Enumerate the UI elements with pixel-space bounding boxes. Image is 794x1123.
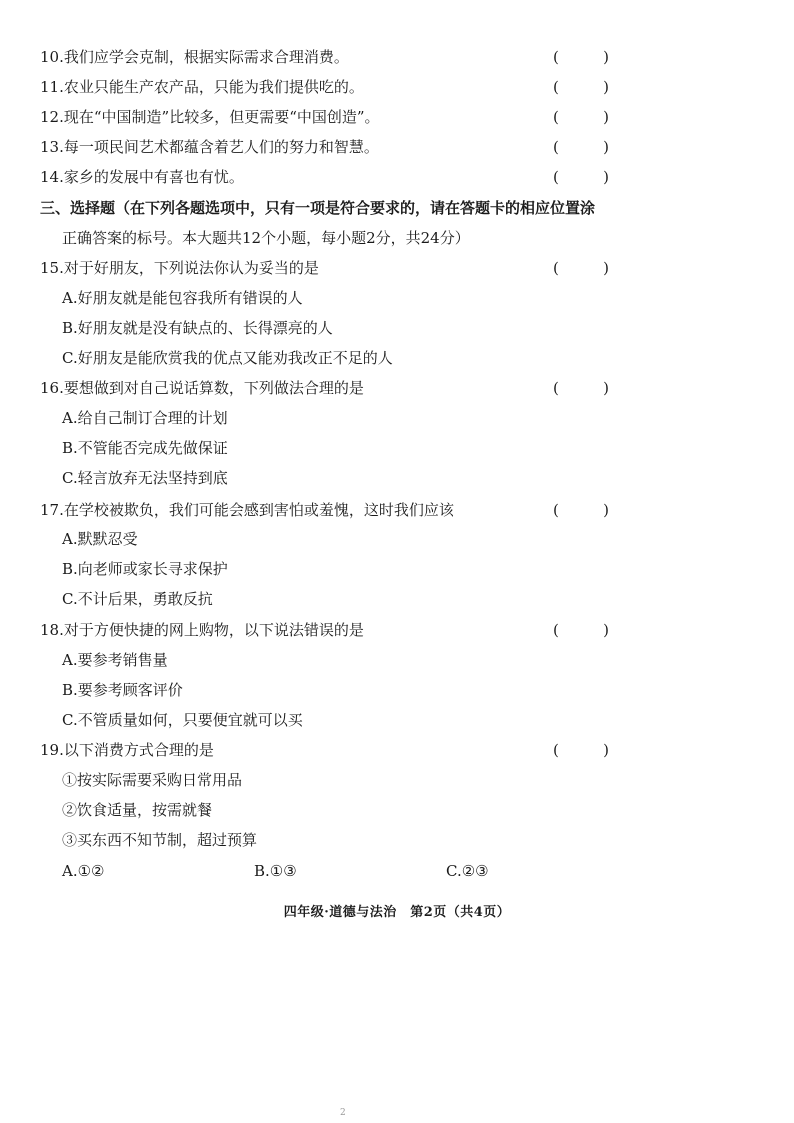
statement-19-2: ②饮食适量，按需就餐 [62,801,213,819]
option-15-b: B.好朋友就是没有缺点的、长得漂亮的人 [62,319,333,337]
paren-close: ) [603,501,609,519]
answer-paren [553,258,609,278]
answer-paren [553,167,609,187]
option-18-c: C.不管质量如何，只要便宜就可以买 [62,711,303,729]
statement-19-1: ①按实际需要采购日常用品 [62,771,243,789]
option-17-b: B.向老师或家长寻求保护 [62,560,228,578]
answer-paren [553,740,609,760]
paren-close: ) [603,621,609,639]
question-19-stem: 19.以下消费方式合理的是 [40,741,214,759]
option-16-a: A.给自己制订合理的计划 [62,409,228,427]
choice-19-b: B.①③ [254,862,297,880]
paren-open: ( [553,168,559,186]
statement-19-3: ③买东西不知节制，超过预算 [62,831,258,849]
paren-close: ) [603,259,609,277]
paren-close: ) [603,78,609,96]
paren-open: ( [553,379,559,397]
answer-paren [553,500,609,520]
paren-open: ( [553,108,559,126]
tf-item-11: 11.农业只能生产农产品，只能为我们提供吃的。 [40,78,364,96]
section-3-title-cont: 正确答案的标号。本大题共12个小题，每小题2分，共24分） [62,229,470,247]
option-16-b: B.不管能否完成先做保证 [62,439,228,457]
paren-open: ( [553,78,559,96]
question-16-stem: 16.要想做到对自己说话算数，下列做法合理的是 [40,379,364,397]
paren-close: ) [603,138,609,156]
section-3-title: 三、选择题（在下列各题选项中，只有一项是符合要求的，请在答题卡的相应位置涂 [40,199,596,217]
answer-paren [553,77,609,97]
paren-open: ( [553,741,559,759]
tf-item-12: 12.现在“中国制造”比较多，但更需要“中国创造”。 [40,108,380,126]
option-15-a: A.好朋友就是能包容我所有错误的人 [62,289,303,307]
option-15-c: C.好朋友是能欣赏我的优点又能劝我改正不足的人 [62,349,393,367]
answer-paren [553,107,609,127]
tf-item-10: 10.我们应学会克制，根据实际需求合理消费。 [40,48,349,66]
paren-open: ( [553,259,559,277]
page-mark: 2 [340,1108,346,1118]
question-15-stem: 15.对于好朋友，下列说法你认为妥当的是 [40,259,319,277]
option-17-a: A.默默忍受 [62,530,138,548]
tf-item-14: 14.家乡的发展中有喜也有忧。 [40,168,244,186]
option-18-b: B.要参考顾客评价 [62,681,183,699]
answer-paren [553,137,609,157]
paren-close: ) [603,108,609,126]
paren-close: ) [603,168,609,186]
tf-item-13: 13.每一项民间艺术都蕴含着艺人们的努力和智慧。 [40,138,379,156]
paren-close: ) [603,48,609,66]
option-17-c: C.不计后果，勇敢反抗 [62,590,213,608]
paren-open: ( [553,48,559,66]
question-18-stem: 18.对于方便快捷的网上购物，以下说法错误的是 [40,621,364,639]
choices-19 [62,862,622,882]
answer-paren [553,378,609,398]
paren-open: ( [553,621,559,639]
question-17-stem: 17.在学校被欺负，我们可能会感到害怕或羞愧，这时我们应该 [40,501,454,519]
option-16-c: C.轻言放弃无法坚持到底 [62,469,228,487]
page-footer: 四年级·道德与法治 第2页（共4页） [283,905,511,920]
paren-open: ( [553,138,559,156]
option-18-a: A.要参考销售量 [62,651,168,669]
choice-19-c: C.②③ [446,862,489,880]
answer-paren [553,620,609,640]
paren-open: ( [553,501,559,519]
answer-paren [553,47,609,67]
paren-close: ) [603,379,609,397]
paren-close: ) [603,741,609,759]
choice-19-a: A.①② [62,862,105,880]
